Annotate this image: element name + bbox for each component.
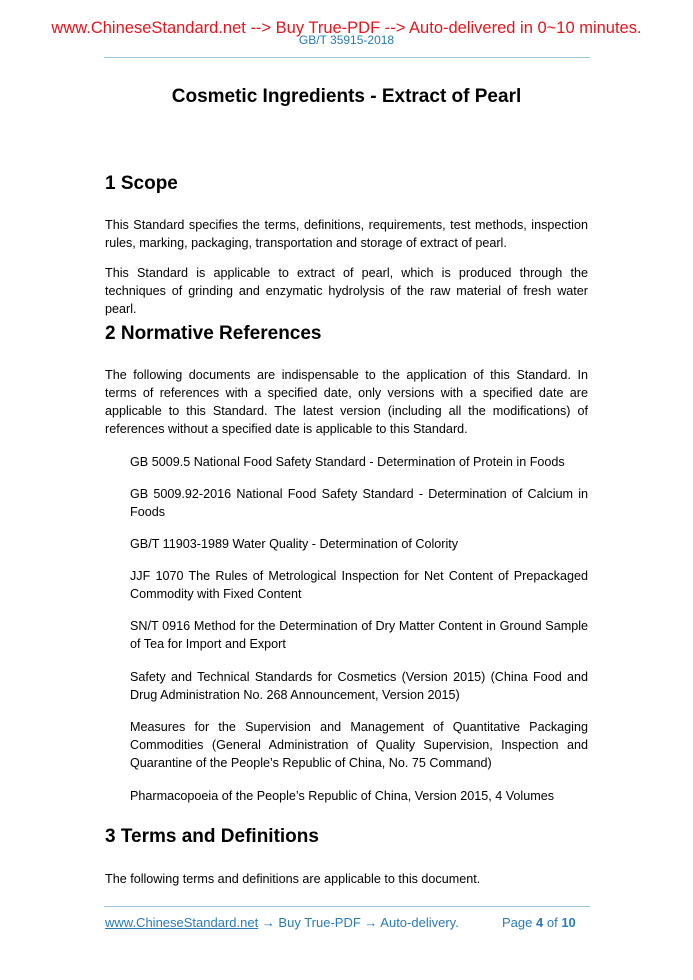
page-number: 4 <box>536 915 544 930</box>
paragraph: This Standard is applicable to extract of pearl, which is produced through the techniques of grinding and enzymatic hydrolysis of the raw material of fresh water pearl. <box>105 266 588 316</box>
footer-link[interactable]: www.ChineseStandard.net <box>105 915 259 930</box>
page-indicator <box>502 915 576 930</box>
section-heading: 3 Terms and Definitions <box>105 826 319 847</box>
of-label: of <box>546 915 558 930</box>
page-label: Page <box>502 915 533 930</box>
reference-item: JJF 1070 The Rules of Metrological Inspection for Net Content of Prepackaged Commodity with Fixed Content <box>130 569 588 601</box>
paragraph: The following documents are indispensable to the application of this Standard. In terms of references with a specified date, only versions with a specified date are applicable to this Standard. The latest version (including all the modifications) of references without a specified date is applicable to this Standard. <box>105 368 588 436</box>
header-divider <box>104 57 590 58</box>
page-total: 10 <box>561 915 576 930</box>
footer-text: → Buy True-PDF → Auto-delivery. <box>258 915 459 930</box>
footer-promo <box>105 915 459 930</box>
reference-item: GB 5009.92-2016 National Food Safety Standard - Determination of Calcium in Foods <box>130 487 588 519</box>
footer-divider <box>104 906 590 907</box>
reference-item: GB 5009.5 National Food Safety Standard - Determination of Protein in Foods <box>130 455 565 469</box>
reference-item: GB/T 11903-1989 Water Quality - Determination of Colority <box>130 537 459 551</box>
reference-item: Pharmacopoeia of the People’s Republic of China, Version 2015, 4 Volumes <box>130 789 555 803</box>
header-banner: www.ChineseStandard.net --> Buy True-PDF --> Auto-delivered in 0~10 minutes. <box>51 19 642 37</box>
reference-item: Safety and Technical Standards for Cosmetics (Version 2015) (China Food and Drug Administration No. 268 Announcement, Version 2015) <box>130 670 588 702</box>
reference-item: SN/T 0916 Method for the Determination of Dry Matter Content in Ground Sample of Tea for Import and Export <box>130 619 588 651</box>
section-heading: 2 Normative References <box>105 323 322 344</box>
section-heading: 1 Scope <box>105 173 178 194</box>
paragraph: The following terms and definitions are applicable to this document. <box>105 872 481 886</box>
paragraph: This Standard specifies the terms, definitions, requirements, test methods, inspection rules, marking, packaging, transportation and storage of extract of pearl. <box>105 218 588 250</box>
standard-number: GB/T 35915-2018 <box>298 33 395 47</box>
reference-item: Measures for the Supervision and Management of Quantitative Packaging Commodities (General Administration of Quality Supervision, Inspection and Quarantine of the People’s Republic of China, No. 75 Command) <box>130 720 588 770</box>
document-title: Cosmetic Ingredients - Extract of Pearl <box>171 86 522 107</box>
